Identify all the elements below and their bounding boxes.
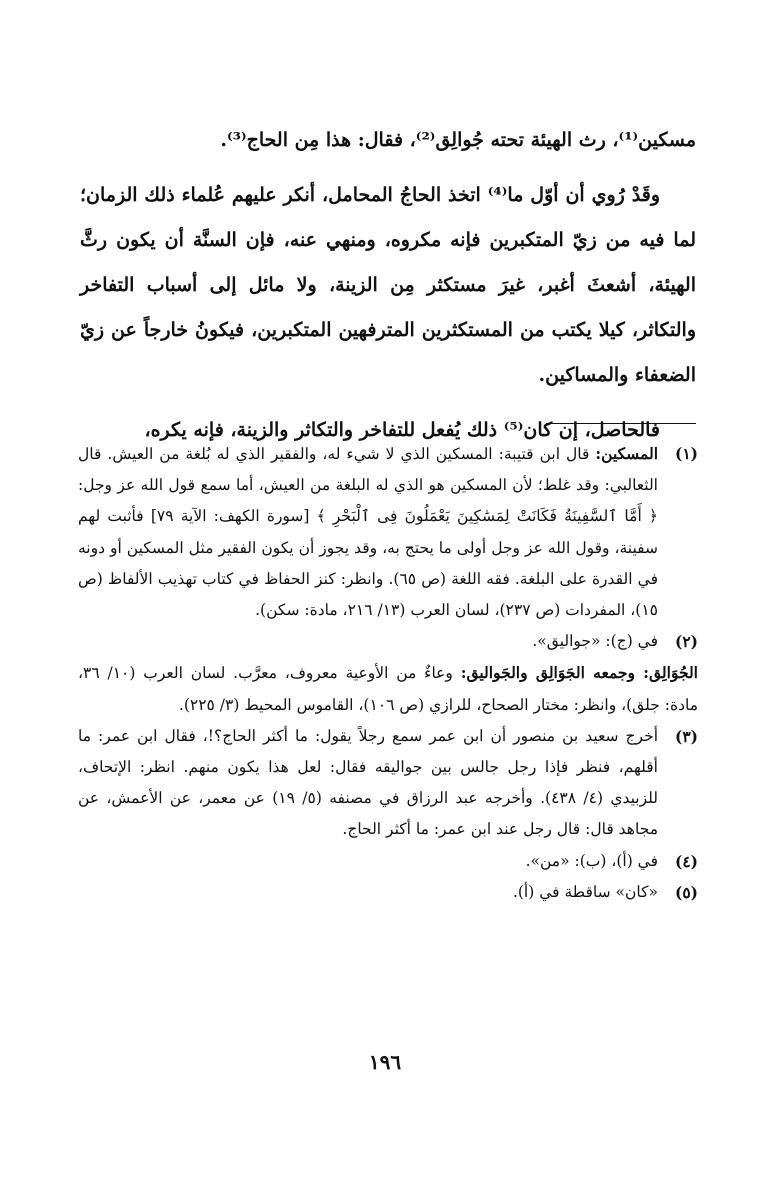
footnote-text: وعاءٌ من الأوعية معروف، معرَّب. لسان العرب (١٠/ ٣٦، مادة: جلق)، وانظر: مختار الصحاح، للرازي (ص ١٠٦)، القاموس المحيط (٣/ ٢٢٥). — [78, 664, 698, 714]
footnote-term: الجُوَالِق: وجمعه الجَوَالِق والجَواليق: — [460, 663, 698, 683]
footnote-separator — [546, 423, 696, 424]
footnotes — [78, 438, 698, 908]
footnote-3 — [78, 721, 698, 846]
footnote-number: (٣) — [674, 726, 698, 746]
footnote-number: (٥) — [674, 882, 698, 902]
footnote-text: في (ج): «جواليق». — [532, 632, 658, 651]
main-text — [80, 118, 696, 453]
footnote-number: (٤) — [674, 851, 698, 871]
paragraph-1: مسكين⁽¹⁾، رث الهيئة تحته جُوالِق⁽²⁾، فقال: هذا مِن الحاج⁽³⁾. — [220, 129, 696, 151]
footnote-text: «كان» ساقطة في (أ). — [512, 882, 658, 901]
footnote-number: (٢) — [674, 632, 698, 652]
footnote-number: (١) — [674, 444, 698, 463]
footnote-term: المسكين: — [595, 444, 658, 463]
footnote-1 — [78, 438, 698, 626]
page-number: ١٩٦ — [368, 1050, 402, 1074]
footnote-2-gloss — [78, 657, 698, 720]
footnote-text: أخرج سعيد بن منصور أن ابن عمر سمع رجلاً يقول: ما أكثر الحاج؟!، فقال ابن عمر: ما أقلهم، فنظر فإذا رجل جالس بين جواليقه فقال: لعل هذا يكون منهم. انظر: الإتحاف، للزبيدي (٤/ ٤٣٨). وأخرجه عبد الرزاق في مصنفه (٥/ ١٩) عن معمر، عن الأعمش، عن مجاهد قال: قال رجل عند ابن عمر: ما أكثر الحاج. — [78, 726, 659, 839]
footnote-2 — [78, 626, 698, 657]
footnote-5 — [78, 877, 698, 908]
footnote-text: في (أ)، (ب): «من». — [525, 851, 658, 870]
footnote-text: قال ابن قتيبة: المسكين الذي لا شيء له، والفقير الذي له بُلغة من العيش. قال الثعالبي: وقد غلط؛ لأن المسكين هو الذي له البلغة من العيش، أما سمع قول الله عز وجل: ﴿ أَمَّا ٱلسَّفِينَةُ فَكَانَتْ لِمَسَٰكِينَ يَعْمَلُونَ فِى ٱلْبَحْرِ ﴾ [سورة الكهف: الآية ٧٩] فأثبت لهم سفينة، وقول الله عز وجل أولى ما يحتج به، وقد يجوز أن يكون الفقير مثل المسكين أو دونه في القدرة على البلغة. فقه اللغة (ص ٦٥). وانظر: كنز الحفاظ في كتاب تهذيب الألفاظ (ص ١٥)، المفردات (ص ٢٣٧)، لسان العرب (١٣/ ٢١٦، مادة: سكن). — [78, 445, 658, 620]
paragraph-3: فالحاصل، إن كان⁽⁵⁾ ذلك يُفعل للتفاخر والتكاثر والزينة، فإنه يكره، — [144, 419, 660, 441]
paragraph-2: وقَدْ رُوي أن أوّل ما⁽⁴⁾ اتخذ الحاجُ المحامل، أنكر عليهم عُلماء ذلك الزمان؛ لما فيه من زيّ المتكبرين فإنه مكروه، ومنهي عنه، فإن السنَّة أن يكون رثَّ الهيئة، أشعثَ أغبر، غيرَ مستكثر مِن الزينة، ولا مائل إلى أسباب التفاخر والتكاثر، كيلا يكتب من المستكثرين المترفهين المتكبرين، فيكونُ خارجاً عن زيّ الضعفاء والمساكين. — [80, 184, 696, 386]
footnote-4 — [78, 846, 698, 877]
